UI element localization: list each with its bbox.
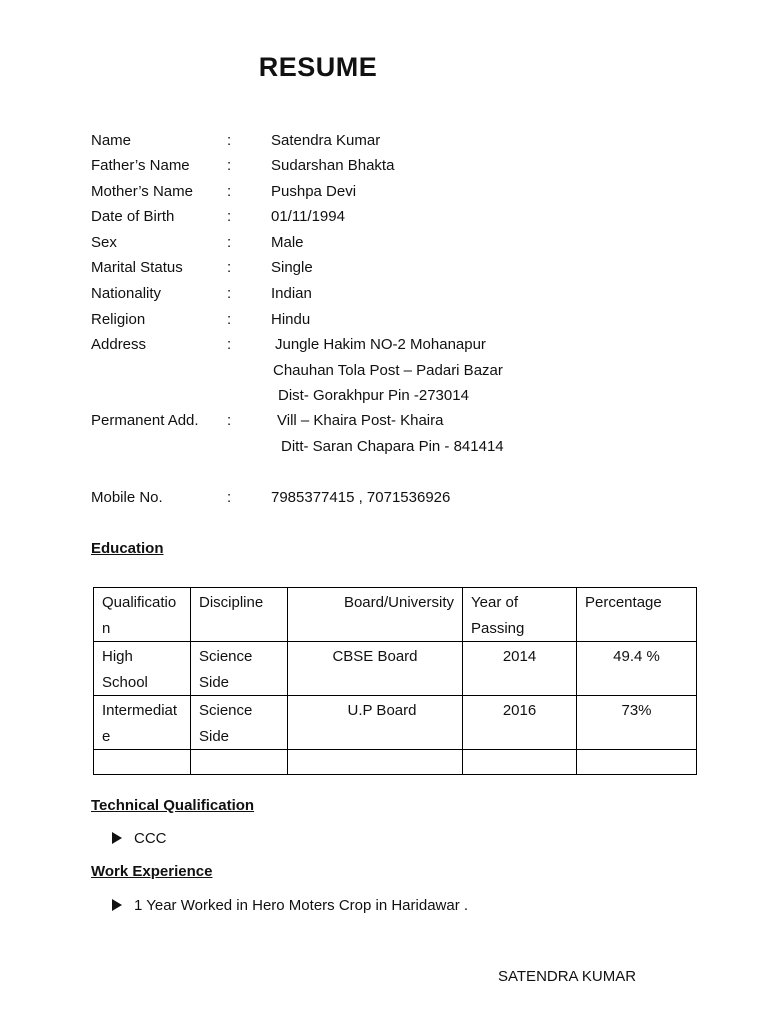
- cell-year: 2014: [463, 642, 577, 696]
- name-value: Satendra Kumar: [271, 132, 381, 149]
- cell-board: CBSE Board: [288, 642, 463, 696]
- father-name-value: Sudarshan Bhakta: [271, 157, 395, 174]
- technical-heading: Technical Qualification: [91, 797, 255, 814]
- mother-name-value: Pushpa Devi: [271, 183, 357, 200]
- cell-empty: [288, 750, 463, 775]
- cell-empty: [577, 750, 697, 775]
- technical-item-text: CCC: [134, 830, 167, 847]
- colon: :: [227, 132, 232, 149]
- cell-discipline: Science Side: [191, 696, 288, 750]
- technical-item: [112, 830, 167, 847]
- colon: :: [227, 489, 232, 506]
- religion-label: Religion: [91, 311, 146, 328]
- cell-empty: [191, 750, 288, 775]
- work-item: [112, 897, 468, 914]
- colon: :: [227, 285, 232, 302]
- mobile-value: 7985377415 , 7071536926: [271, 489, 451, 506]
- signature-name: SATENDRA KUMAR: [498, 968, 637, 985]
- education-heading: Education: [91, 540, 164, 557]
- colon: :: [227, 336, 232, 353]
- mobile-label: Mobile No.: [91, 489, 163, 506]
- work-item-text: 1 Year Worked in Hero Moters Crop in Haridawar .: [134, 897, 469, 914]
- cell-year: 2016: [463, 696, 577, 750]
- cell-board: U.P Board: [288, 696, 463, 750]
- header-percentage: Percentage: [577, 588, 697, 642]
- cell-discipline: Science Side: [191, 642, 288, 696]
- arrow-bullet-icon: [112, 832, 122, 844]
- nationality-label: Nationality: [91, 285, 162, 302]
- header-board: Board/University: [288, 588, 463, 642]
- permanent-address-line: Ditt- Saran Chapara Pin - 841414: [281, 438, 504, 455]
- table-row-empty: [94, 750, 697, 775]
- sex-label: Sex: [91, 234, 117, 251]
- cell-qualification: Intermediate: [94, 696, 191, 750]
- name-label: Name: [91, 132, 132, 149]
- colon: :: [227, 311, 232, 328]
- header-qualification: Qualification: [94, 588, 191, 642]
- table-row: [94, 696, 697, 750]
- marital-status-label: Marital Status: [91, 259, 183, 276]
- dob-label: Date of Birth: [91, 208, 175, 225]
- table-header-row: [94, 588, 697, 642]
- cell-percentage: 73%: [577, 696, 697, 750]
- table-row: [94, 642, 697, 696]
- header-year: Year of Passing: [463, 588, 577, 642]
- education-table: [93, 587, 697, 775]
- permanent-address-line: Vill – Khaira Post- Khaira: [277, 412, 444, 429]
- colon: :: [227, 412, 232, 429]
- arrow-bullet-icon: [112, 899, 122, 911]
- father-name-label: Father’s Name: [91, 157, 190, 174]
- permanent-address-label: Permanent Add.: [91, 412, 199, 429]
- header-discipline: Discipline: [191, 588, 288, 642]
- sex-value: Male: [271, 234, 304, 251]
- marital-status-value: Single: [271, 259, 313, 276]
- cell-empty: [94, 750, 191, 775]
- colon: :: [227, 183, 232, 200]
- cell-empty: [463, 750, 577, 775]
- colon: :: [227, 157, 232, 174]
- dob-value: 01/11/1994: [271, 208, 345, 225]
- mother-name-label: Mother’s Name: [91, 183, 193, 200]
- work-heading: Work Experience: [91, 863, 213, 880]
- colon: :: [227, 259, 232, 276]
- address-line: Dist- Gorakhpur Pin -273014: [278, 387, 469, 404]
- colon: :: [227, 208, 232, 225]
- address-line: Chauhan Tola Post – Padari Bazar: [273, 362, 503, 379]
- cell-qualification: High School: [94, 642, 191, 696]
- colon: :: [227, 234, 232, 251]
- religion-value: Hindu: [271, 311, 311, 328]
- address-line: Jungle Hakim NO-2 Mohanapur: [275, 336, 486, 353]
- address-label: Address: [91, 336, 147, 353]
- nationality-value: Indian: [271, 285, 312, 302]
- cell-percentage: 49.4 %: [577, 642, 697, 696]
- resume-title: RESUME: [258, 52, 378, 82]
